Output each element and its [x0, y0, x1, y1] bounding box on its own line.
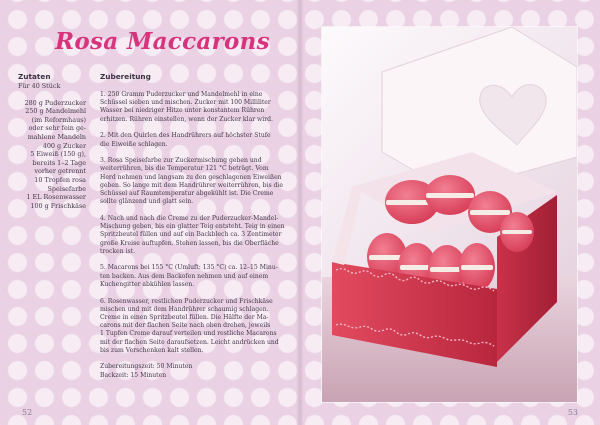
recipe-title: Rosa Maccarons: [55, 28, 270, 55]
step-line: geben. So lange mit dem Handrührer weiterrühren, bis die: [100, 181, 283, 189]
step-line: erhitzen. Rühren einstellen, wenn der Zucker klar wird.: [100, 115, 273, 123]
ingredient-line: 10 Tropfen rosa: [34, 175, 86, 184]
ingredient-line: 1 EL Rosenwasser: [26, 193, 86, 202]
step-line: Kuchengitter abkühlen lassen.: [100, 280, 195, 288]
step-line: Schüssel sieben und mischen. Zucker mit 100 Milliliter: [100, 99, 271, 107]
step-line: sollte glänzend und glatt sein.: [100, 198, 194, 206]
ingredient-line: oder sehr fein ge-: [28, 124, 86, 133]
step-line: mit der flachen Seite daraufsetzen. Leicht andrücken und: [100, 338, 279, 346]
step-line: ten backen. Aus dem Backofen nehmen und auf einem: [100, 272, 269, 280]
ingredients-column: [18, 72, 86, 210]
servings: Für 40 Stück: [18, 82, 61, 90]
step-3: [100, 157, 283, 206]
page-number-right: 53: [567, 408, 578, 417]
ingredient-line: 250 g Mandelmehl: [25, 107, 86, 116]
step-line: Herd nehmen und langsam zu den geschlagenen Eiweißen: [100, 173, 282, 181]
step-line: 5. Macarons bei 155 °C (Umluft: 135 °C) ca. 12–15 Minu-: [100, 264, 278, 272]
step-line: carons mit der flachen Seite nach oben drehen, jeweils: [100, 322, 271, 330]
time-info: [100, 363, 280, 379]
ingredient-line: 400 g Zucker: [42, 141, 86, 150]
step-line: Mischung geben, bis ein glatter Teig entsteht. Teig in einen: [100, 223, 285, 231]
box-front-left-flap: [332, 187, 362, 265]
step-4: [100, 214, 285, 256]
ingredient-line: Speisefarbe: [47, 184, 86, 193]
ingredient-line: 5 Eiweiß (150 g),: [30, 150, 86, 159]
ingredient-line: 100 g Frischkäse: [30, 201, 86, 210]
macarons-box-illustration: [322, 27, 577, 402]
steps-heading: Zubereitung: [100, 72, 151, 81]
step-line: mischen und mit dem Handrührer schaumig schlagen.: [100, 305, 269, 313]
step-line: 6. Rosenwasser, restlichen Puderzucker und Frischkäse: [100, 297, 273, 305]
step-line: Creme in einen Spritzbeutel füllen. Die Hälfte der Ma-: [100, 313, 269, 321]
step-line: Spritzbeutel füllen und auf ein Backblech ca. 3 Zentimeter: [100, 231, 282, 239]
steps-column: [100, 72, 285, 380]
step-2: [100, 132, 280, 148]
page-number-left: 52: [22, 408, 33, 417]
step-line: Schüssel auf Raumtemperatur abgekühlt ist. Die Creme: [100, 190, 274, 198]
step-line: die Eiweiße schlagen.: [100, 140, 168, 148]
ingredient-line: 280 g Puderzucker: [24, 98, 86, 107]
step-5: [100, 264, 280, 289]
bake-time: Backzeit: 15 Minuten: [100, 371, 167, 379]
step-line: 1 Tupfen Creme darauf verteilen und restliche Macarons: [100, 330, 277, 338]
step-line: 4. Nach und nach die Creme zu der Puderzucker-Mandel-: [100, 214, 279, 222]
prep-time: Zubereitungszeit: 50 Minuten: [100, 363, 193, 371]
step-6: [100, 298, 280, 355]
step-line: bis zum Verschenken kalt stellen.: [100, 346, 204, 354]
step-line: weiterrühren, bis die Temperatur 121 °C beträgt. Vom: [100, 165, 269, 173]
recipe-text-panel: [18, 72, 286, 402]
ingredient-line: vorher getrennt: [34, 167, 86, 176]
ingredient-line: mahlene Mandeln: [27, 132, 86, 141]
steps-list: [100, 91, 285, 355]
macaron-4: [500, 212, 534, 252]
ingredients-list: [18, 99, 86, 211]
step-line: große Kreise auftupfen. Stehen lassen, bis die Oberfläche: [100, 239, 279, 247]
ingredient-line: (im Reformhaus): [31, 115, 86, 124]
macarons-photo: [322, 27, 577, 402]
step-1: [100, 91, 280, 124]
ingredients-heading: Zutaten: [18, 72, 51, 81]
step-line: trocken ist.: [100, 247, 136, 255]
macaron-2: [425, 175, 475, 215]
step-line: Wasser bei niedriger Hitze unter konstantem Rühren: [100, 107, 265, 115]
step-line: 1. 250 Gramm Puderzucker und Mandelmehl in eine: [100, 91, 263, 98]
ingredient-line: bereits 1–2 Tage: [32, 158, 86, 167]
step-line: 3. Rosa Speisefarbe zur Zuckermischung geben und: [100, 157, 262, 165]
step-line: 2. Mit den Quirlen des Handrührers auf höchster Stufe: [100, 132, 271, 140]
